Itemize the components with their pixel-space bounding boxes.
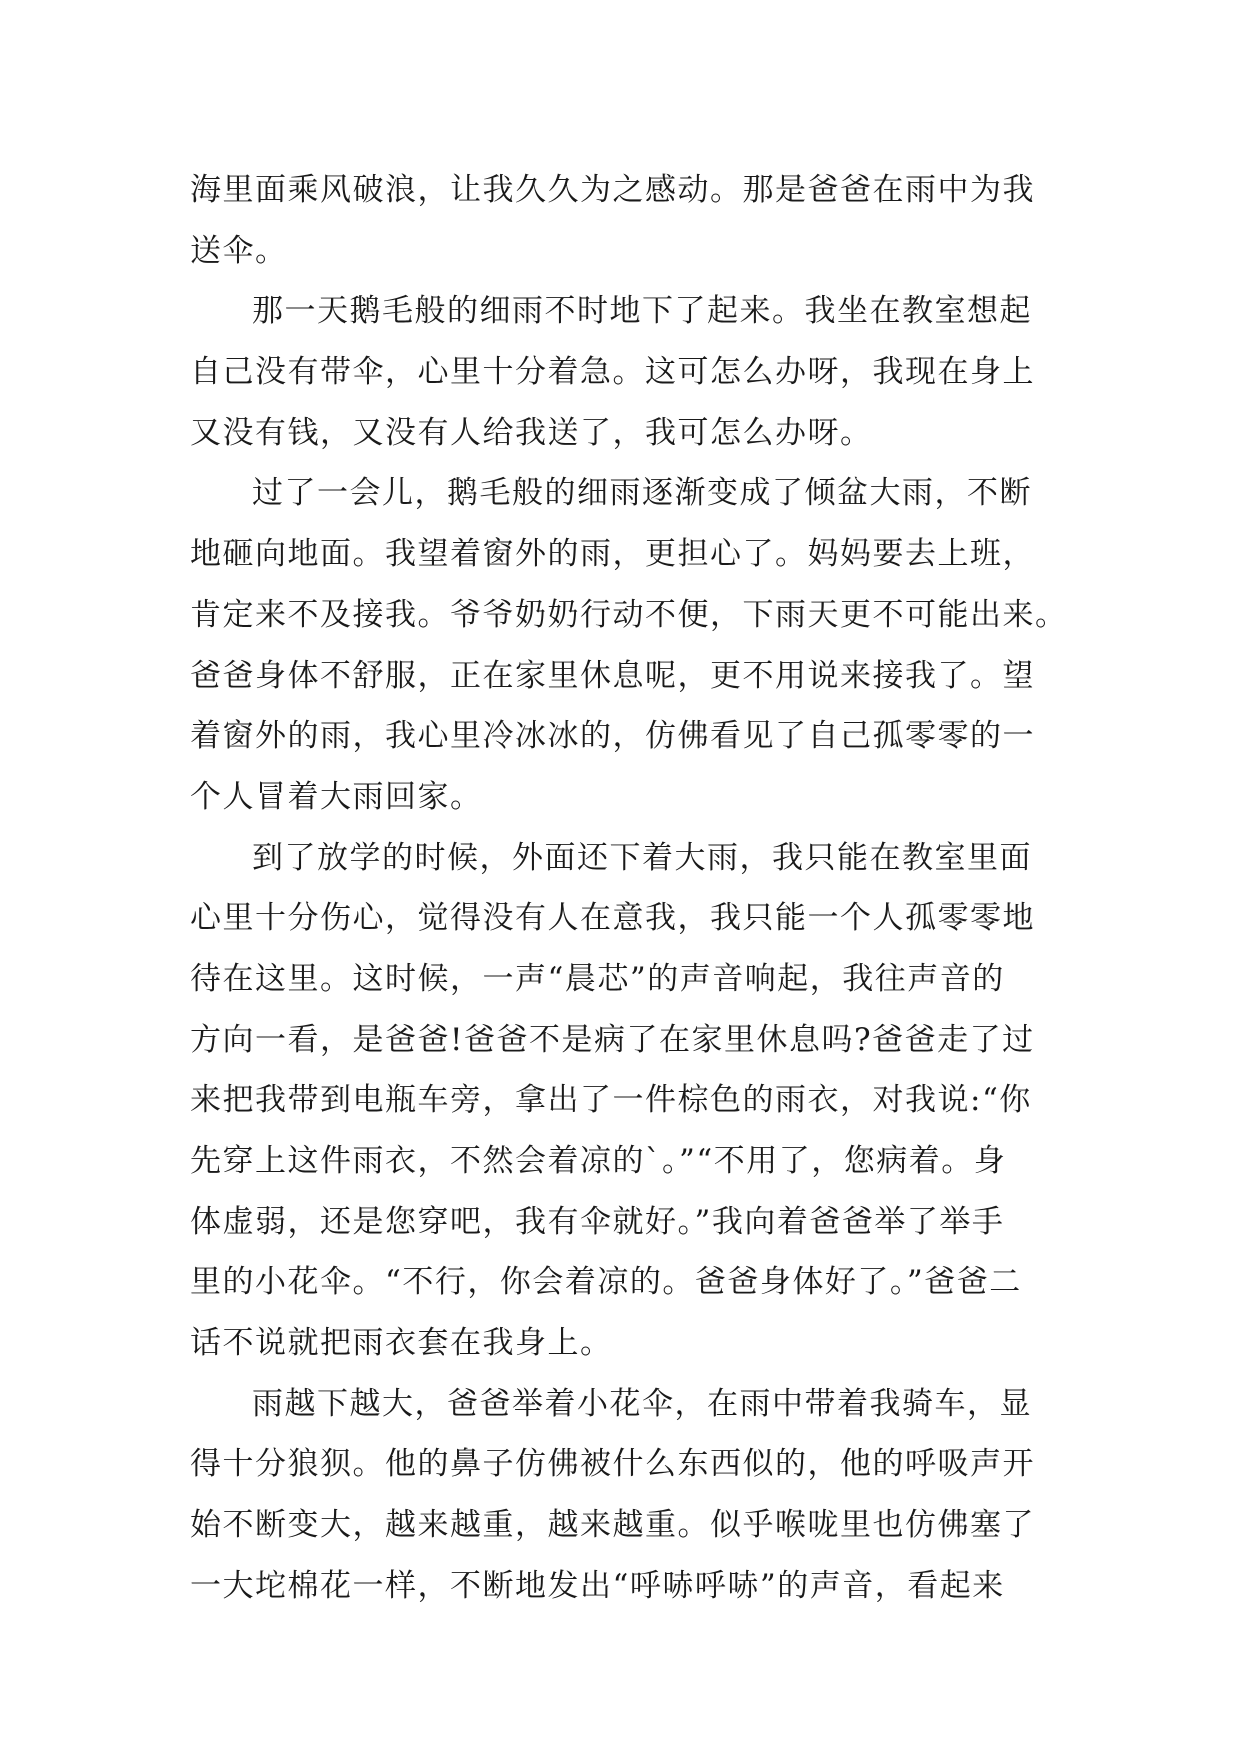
text-line: 地砸向地面。我望着窗外的雨，更担心了。妈妈要去上班， [190, 536, 1035, 573]
text-line: 心里十分伤心，觉得没有人在意我，我只能一个人孤零零地 [190, 900, 1035, 937]
text-line: 个人冒着大雨回家。 [190, 778, 483, 815]
text-line: 体虚弱，还是您穿吧，我有伞就好。”我向着爸爸举了举手 [190, 1203, 1005, 1240]
text-line: 来把我带到电瓶车旁，拿出了一件棕色的雨衣，对我说:“你 [190, 1082, 1032, 1119]
text-line: 待在这里。这时候，一声“晨芯”的声音响起，我往声音的 [190, 960, 1005, 997]
text-line: 着窗外的雨，我心里冷冰冰的，仿佛看见了自己孤零零的一 [190, 718, 1035, 755]
text-line: 雨越下越大，爸爸举着小花伞，在雨中带着我骑车，显 [252, 1385, 1032, 1422]
body-text [190, 160, 1068, 1617]
text-line: 到了放学的时候，外面还下着大雨，我只能在教室里面 [252, 839, 1032, 876]
text-line: 又没有钱，又没有人给我送了，我可怎么办呀。 [190, 414, 873, 451]
text-line: 送伞。 [190, 232, 288, 269]
text-line: 始不断变大，越来越重，越来越重。似乎喉咙里也仿佛塞了 [190, 1507, 1035, 1544]
text-line: 那一天鹅毛般的细雨不时地下了起来。我坐在教室想起 [252, 293, 1032, 330]
text-line: 过了一会儿，鹅毛般的细雨逐渐变成了倾盆大雨，不断 [252, 475, 1032, 512]
text-line: 得十分狼狈。他的鼻子仿佛被什么东西似的，他的呼吸声开 [190, 1446, 1035, 1483]
text-line: 肯定来不及接我。爷爷奶奶行动不便，下雨天更不可能出来。 [190, 596, 1068, 633]
text-line: 一大坨棉花一样，不断地发出“呼哧呼哧”的声音，看起来 [190, 1567, 1005, 1604]
text-line: 爸爸身体不舒服，正在家里休息呢，更不用说来接我了。望 [190, 657, 1035, 694]
text-line: 自己没有带伞，心里十分着急。这可怎么办呀，我现在身上 [190, 354, 1035, 391]
text-line: 先穿上这件雨衣，不然会着凉的`。”“不用了，您病着。身 [190, 1143, 1007, 1179]
text-line: 海里面乘风破浪，让我久久为之感动。那是爸爸在雨中为我 [190, 172, 1035, 208]
text-line: 方向一看，是爸爸!爸爸不是病了在家里休息吗?爸爸走了过 [190, 1021, 1035, 1058]
text-line: 里的小花伞。“不行，你会着凉的。爸爸身体好了。”爸爸二 [190, 1264, 1022, 1301]
text-line: 话不说就把雨衣套在我身上。 [190, 1325, 613, 1362]
